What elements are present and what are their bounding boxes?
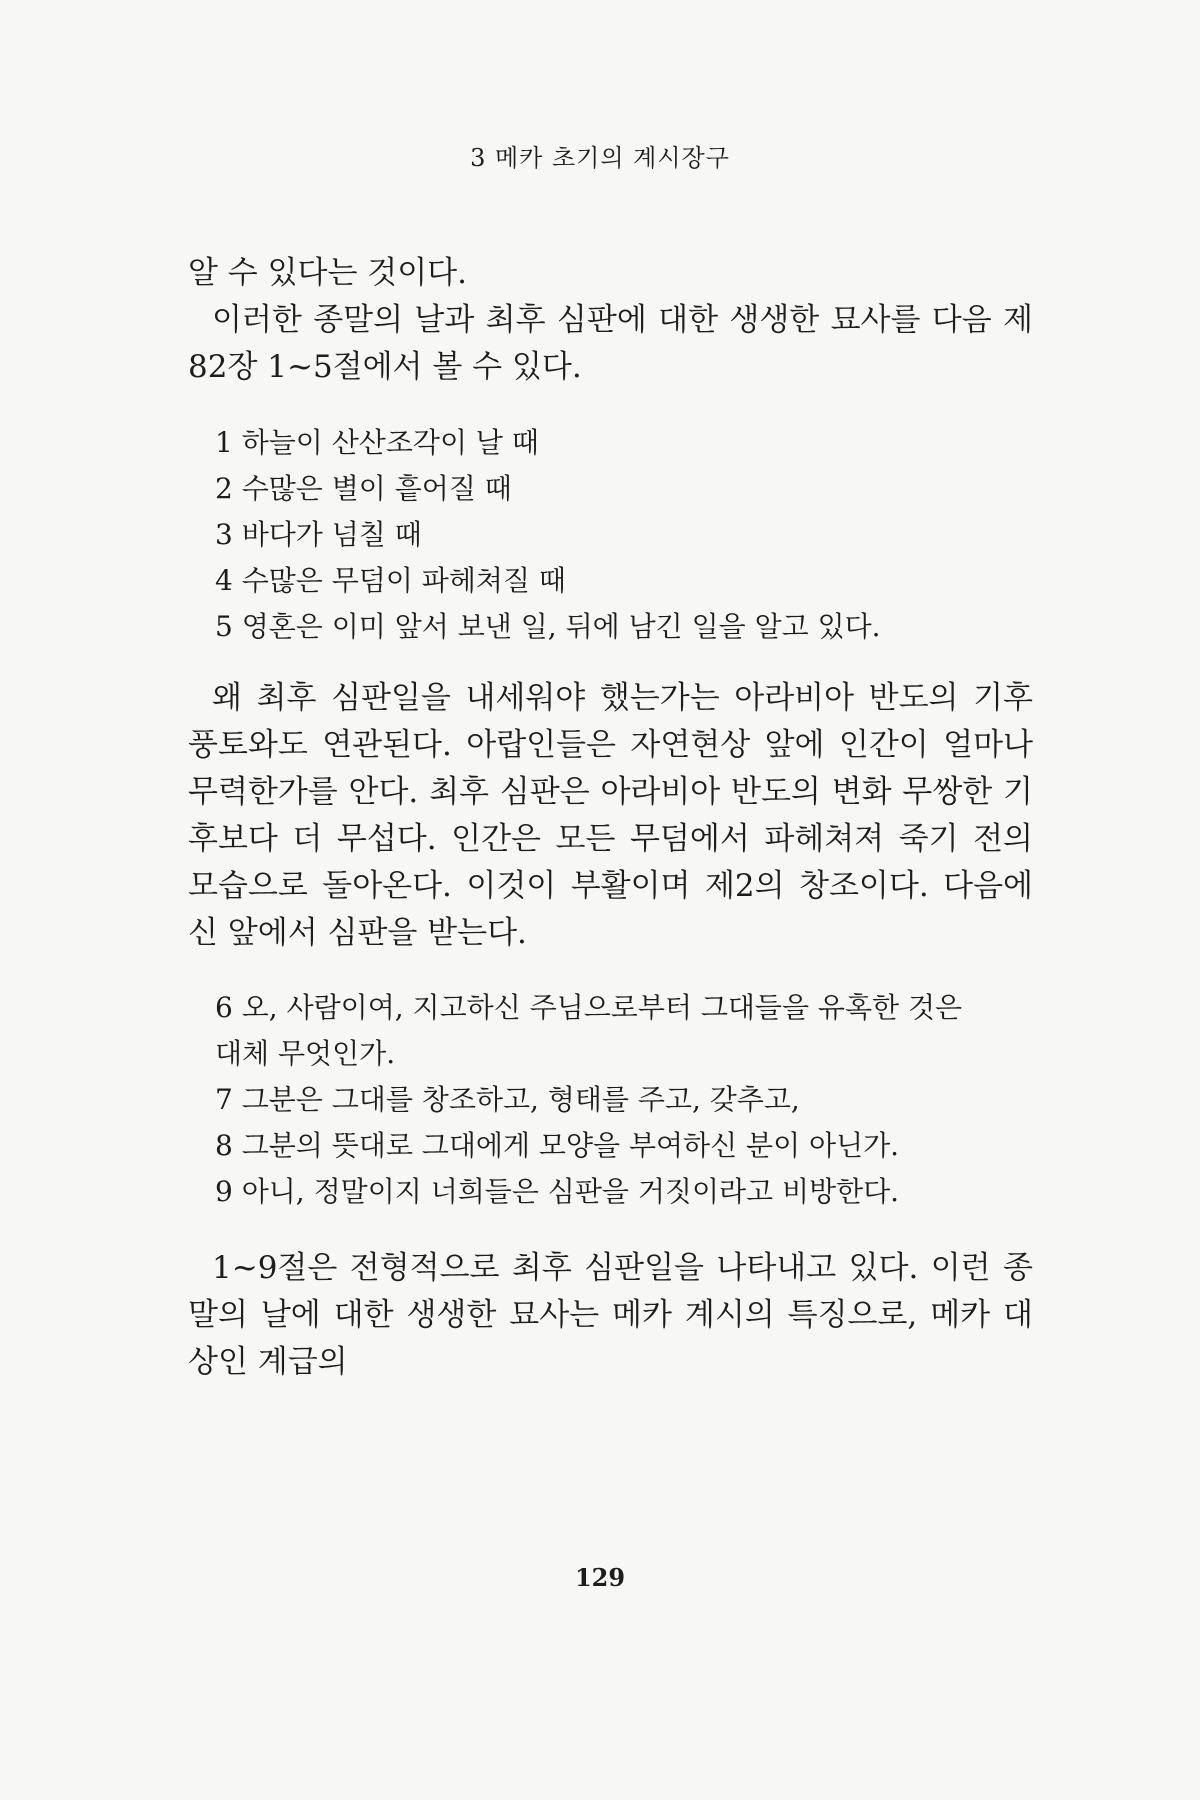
- verse-item: 6 오, 사람이여, 지고하신 주님으로부터 그대들을 유혹한 것은 대체 무엇인가.: [215, 991, 963, 1070]
- verse-item: 3 바다가 넘칠 때: [215, 518, 422, 551]
- verse-list-6-9: [215, 985, 1015, 1215]
- verse-item: 9 아니, 정말이지 너희들은 심판을 거짓이라고 비방한다.: [215, 1175, 900, 1208]
- paragraph-summary: 1~9절은 전형적으로 최후 심판일을 나타내고 있다. 이런 종말의 날에 대한 생생한 묘사는 메카 계시의 특징으로, 메카 대상인 계급의: [188, 1250, 1033, 1380]
- verse-item: 8 그분의 뜻대로 그대에게 모양을 부여하신 분이 아닌가.: [215, 1129, 900, 1162]
- verse-item: 4 수많은 무덤이 파헤쳐질 때: [215, 564, 566, 597]
- paragraph-commentary: 왜 최후 심판일을 내세워야 했는가는 아라비아 반도의 기후 풍토와도 연관된다. 아랍인들은 자연현상 앞에 인간이 얼마나 무력한가를 안다. 최후 심판은 아라비아 반도의 변화 무쌍한 기후보다 더 무섭다. 인간은 모든 무덤에서 파헤쳐져 죽기 전의 모습으로 돌아온다. 이것이 부활이며 제2의 창조이다. 다음에 신 앞에서 심판을 받는다.: [188, 680, 1033, 951]
- paragraph-intro-82: 이러한 종말의 날과 최후 심판에 대한 생생한 묘사를 다음 제82장 1~5절에서 볼 수 있다.: [188, 302, 1033, 385]
- verse-list-1-5: [215, 420, 1015, 650]
- paragraph-continuation: 알 수 있다는 것이다.: [188, 255, 467, 291]
- page-number: 129: [574, 1563, 626, 1592]
- running-header: 3 메카 초기의 계시장구: [470, 144, 730, 172]
- verse-item: 5 영혼은 이미 앞서 보낸 일, 뒤에 남긴 일을 알고 있다.: [215, 610, 881, 643]
- verse-item: 7 그분은 그대를 창조하고, 형태를 주고, 갖추고,: [215, 1083, 800, 1116]
- verse-item: 2 수많은 별이 흩어질 때: [215, 472, 512, 505]
- verse-item: 1 하늘이 산산조각이 날 때: [215, 426, 539, 459]
